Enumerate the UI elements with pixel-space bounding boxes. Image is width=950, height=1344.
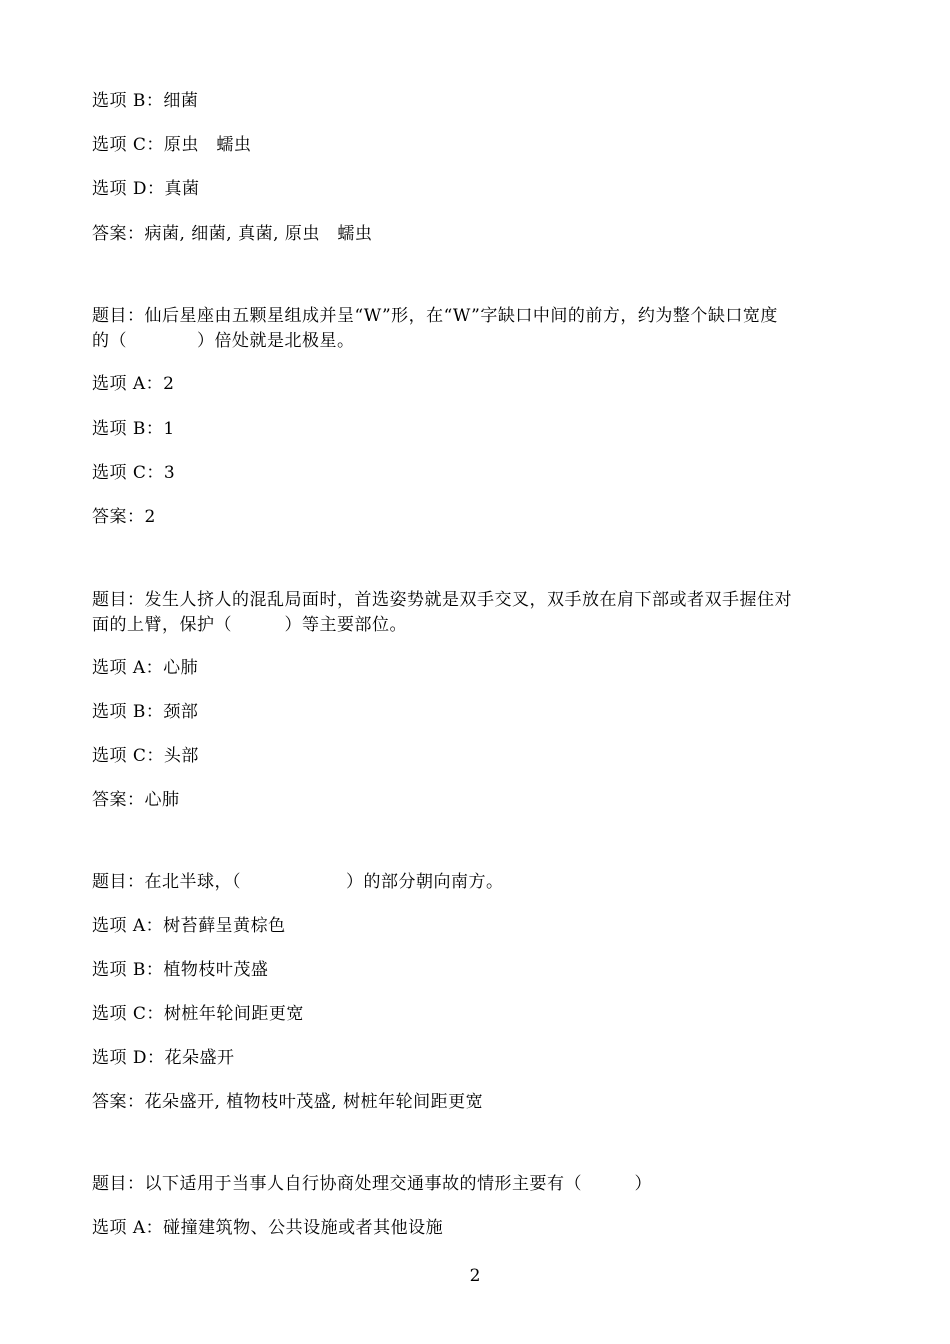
question-line-cont: 面的上臂，保护（ ）等主要部位。 xyxy=(92,615,407,635)
option-c-line: 选项 C：原虫 蠕虫 xyxy=(92,135,252,155)
option-d-line: 选项 D：花朵盛开 xyxy=(92,1048,235,1068)
option-c-line: 选项 C：头部 xyxy=(92,746,199,766)
question-line: 题目：发生人挤人的混乱局面时，首选姿势就是双手交叉，双手放在肩下部或者双手握住对 xyxy=(92,590,792,610)
option-d-line: 选项 D：真菌 xyxy=(92,179,200,199)
answer-line: 答案：心肺 xyxy=(92,790,180,810)
option-a-line: 选项 A：2 xyxy=(92,374,175,394)
question-line-cont: 的（ ）倍处就是北极星。 xyxy=(92,331,355,351)
answer-line: 答案：2 xyxy=(92,507,156,527)
option-c-line: 选项 C：3 xyxy=(92,463,176,483)
option-b-line: 选项 B：植物枝叶茂盛 xyxy=(92,960,269,980)
option-a-line: 选项 A：心肺 xyxy=(92,658,199,678)
option-a-line: 选项 A：碰撞建筑物、公共设施或者其他设施 xyxy=(92,1218,444,1238)
page-number: 2 xyxy=(469,1266,481,1286)
answer-line: 答案：花朵盛开, 植物枝叶茂盛, 树桩年轮间距更宽 xyxy=(92,1092,484,1112)
option-b-line: 选项 B：颈部 xyxy=(92,702,199,722)
option-a-line: 选项 A：树苔藓呈黄棕色 xyxy=(92,916,286,936)
option-b-line: 选项 B：细菌 xyxy=(92,91,199,111)
option-b-line: 选项 B：1 xyxy=(92,419,175,439)
answer-line: 答案：病菌, 细菌, 真菌, 原虫 蠕虫 xyxy=(92,224,373,244)
question-line: 题目：在北半球，（ ）的部分朝向南方。 xyxy=(92,872,504,892)
question-line: 题目：仙后星座由五颗星组成并呈“W”形，在“W”字缺口中间的前方，约为整个缺口宽度 xyxy=(92,306,778,326)
option-c-line: 选项 C：树桩年轮间距更宽 xyxy=(92,1004,304,1024)
question-line: 题目：以下适用于当事人自行协商处理交通事故的情形主要有（ ） xyxy=(92,1174,652,1194)
